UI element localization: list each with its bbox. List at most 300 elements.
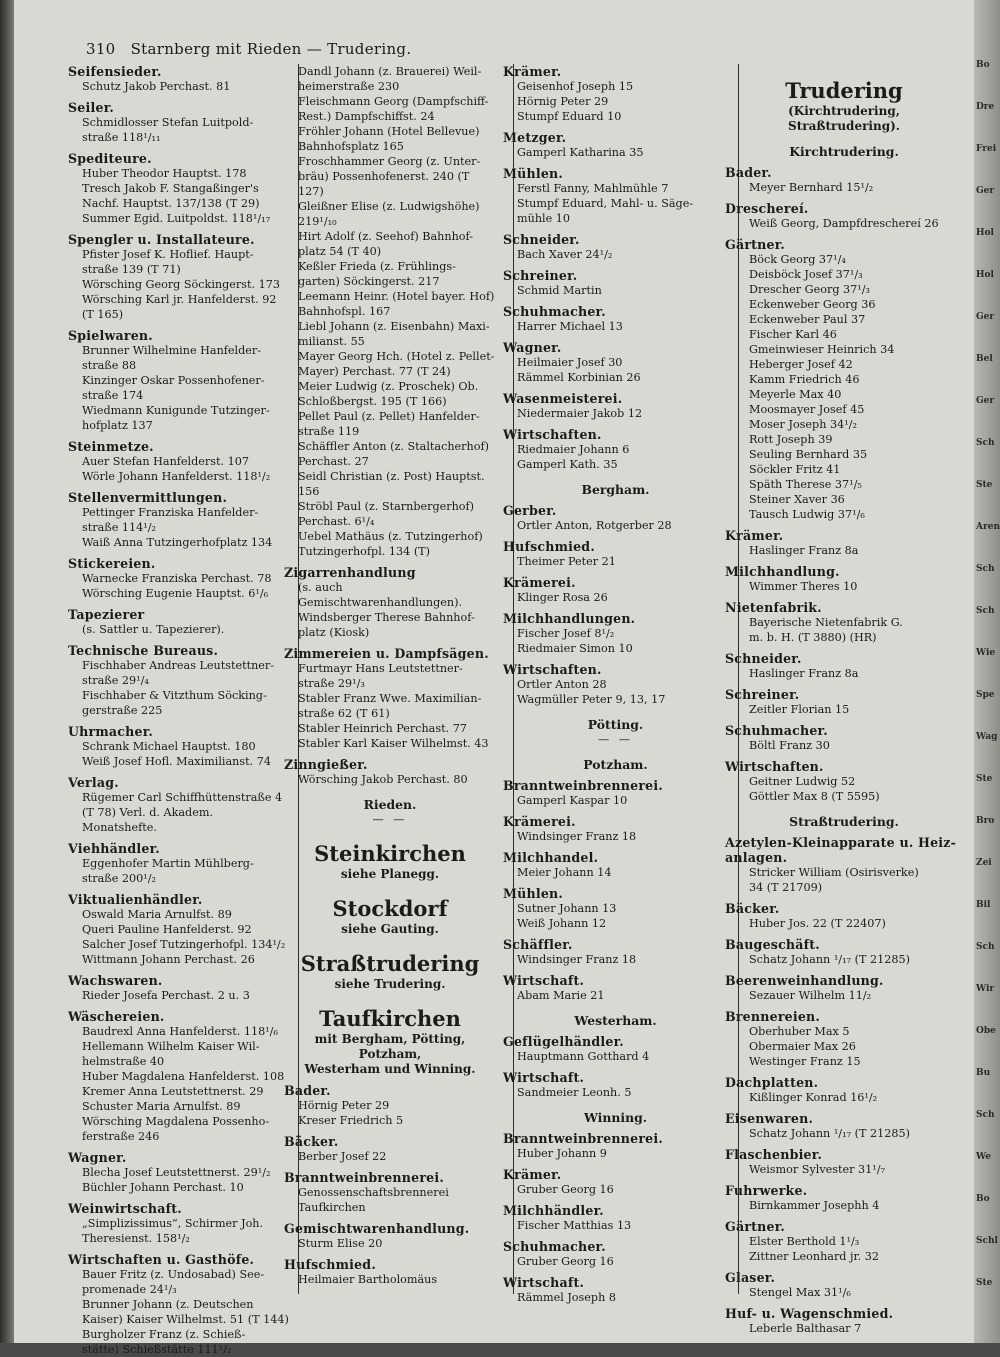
section-heading: Spielwaren. xyxy=(68,328,153,343)
directory-entry: Gmeinwieser Heinrich 34 xyxy=(749,343,895,356)
section-heading: Milchhandlung. xyxy=(725,564,840,579)
section-heading: Krämer. xyxy=(725,528,784,543)
directory-entry: Pfister Josef K. Hoflief. Haupt- xyxy=(82,248,254,261)
directory-entry: Theresienst. 158¹/₂ xyxy=(82,1232,190,1245)
directory-entry: Gamperl Kath. 35 xyxy=(517,458,618,471)
directory-entry: Wagmüller Peter 9, 13, 17 xyxy=(517,693,666,706)
directory-entry: Sezauer Wilhelm 11/₂ xyxy=(749,989,872,1002)
directory-entry: Warnecke Franziska Perchast. 78 xyxy=(82,572,272,585)
town-subheading: mit Bergham, Pötting, Potzham, xyxy=(314,1032,466,1061)
edge-text-fragment: Ste xyxy=(976,1278,993,1288)
directory-entry: Huber Johann 9 xyxy=(517,1147,607,1160)
directory-entry: Baudrexl Anna Hanfelderst. 118¹/₆ xyxy=(82,1025,278,1038)
directory-entry: Leberle Balthasar 7 xyxy=(749,1322,862,1335)
directory-entry: Böltl Franz 30 xyxy=(749,739,830,752)
section-heading: Schuhmacher. xyxy=(725,723,828,738)
directory-entry: Hörnig Peter 29 xyxy=(298,1099,390,1112)
edge-text-fragment: Frei xyxy=(976,144,997,154)
section-heading: Milchhändler. xyxy=(503,1203,604,1218)
page-running-title: Starnberg mit Rieden — Trudering. xyxy=(130,40,412,58)
section-heading: Wirtschaften. xyxy=(503,662,602,677)
district-heading: Pötting. xyxy=(587,717,644,732)
section-heading: Spengler u. Installateure. xyxy=(68,232,255,247)
directory-entry: Bayerische Nietenfabrik G. xyxy=(749,616,903,629)
directory-entry: Eggenhofer Martin Mühlberg- xyxy=(82,857,254,870)
edge-text-fragment: Spe xyxy=(976,690,995,700)
edge-text-fragment: Hol xyxy=(976,228,994,238)
directory-entry: Niedermaier Jakob 12 xyxy=(517,407,643,420)
directory-entry: Böck Georg 37¹/₄ xyxy=(749,253,846,266)
directory-entry: Theimer Peter 21 xyxy=(517,555,616,568)
directory-entry: Seidl Christian (z. Post) Hauptst. 156 xyxy=(298,470,485,498)
directory-entry: Stricker William (Osirisverke) xyxy=(749,866,919,879)
directory-entry: Queri Pauline Hanfelderst. 92 xyxy=(82,923,252,936)
directory-entry: Rämmel Joseph 8 xyxy=(517,1291,616,1304)
directory-entry: Weiß Josef Hofl. Maximilianst. 74 xyxy=(82,755,271,768)
town-subheading: siehe Gauting. xyxy=(341,922,439,936)
directory-entry: Rest.) Dampfschiffst. 24 xyxy=(298,110,435,123)
directory-entry: straße 139 (T 71) xyxy=(82,263,181,276)
edge-text-fragment: Ste xyxy=(976,480,993,490)
district-heading: Rieden. xyxy=(363,797,417,812)
section-heading: Bader. xyxy=(725,165,772,180)
directory-entry: Nachf. Hauptst. 137/138 (T 29) xyxy=(82,197,260,210)
directory-entry: Berber Josef 22 xyxy=(298,1150,387,1163)
directory-entry: Hauptmann Gotthard 4 xyxy=(517,1050,650,1063)
directory-entry: Bauer Fritz (z. Undosabad) See- xyxy=(82,1268,265,1281)
section-heading: Wasenmeisterei. xyxy=(503,391,623,406)
section-heading: Zinngießer. xyxy=(284,757,368,772)
section-heading: Branntweinbrennerei. xyxy=(284,1170,444,1185)
directory-entry: platz (Kiosk) xyxy=(298,626,370,639)
section-heading: Seiler. xyxy=(68,100,114,115)
directory-entry: (s. Sattler u. Tapezierer). xyxy=(82,623,225,636)
section-heading: Milchhandel. xyxy=(503,850,599,865)
directory-entry: Fischhaber & Vitzthum Söcking- xyxy=(82,689,267,702)
section-heading: Zimmereien u. Dampfsägen. xyxy=(284,646,489,661)
directory-entry: Huber Theodor Hauptst. 178 xyxy=(82,167,247,180)
section-heading: Metzger. xyxy=(503,130,567,145)
town-heading: Steinkirchen xyxy=(314,841,466,866)
district-heading: Westerham. xyxy=(574,1013,657,1028)
directory-entry: Burgholzer Franz (z. Schieß- xyxy=(82,1328,246,1341)
directory-entry: Haslinger Franz 8a xyxy=(749,667,859,680)
directory-entry: Schmid Martin xyxy=(517,284,602,297)
section-heading: Zigarrenhandlung xyxy=(284,565,416,580)
edge-text-fragment: Wag xyxy=(976,732,998,742)
directory-entry: Heilmaier Bartholomäus xyxy=(298,1273,438,1286)
directory-entry: Fischer Josef 8¹/₂ xyxy=(517,627,615,640)
directory-entry: Eckenweber Paul 37 xyxy=(749,313,866,326)
directory-entry: milianst. 55 xyxy=(298,335,365,348)
edge-text-fragment: Sch xyxy=(976,564,995,574)
next-page-edge xyxy=(974,0,1000,1343)
edge-text-fragment: Bel xyxy=(976,354,993,364)
directory-entry: Schatz Johann ¹/₁₇ (T 21285) xyxy=(749,953,910,966)
section-heading: Viktualienhändler. xyxy=(68,892,203,907)
edge-text-fragment: Wie xyxy=(976,648,996,658)
section-heading: Schneider. xyxy=(503,232,580,247)
directory-entry: Seuling Bernhard 35 xyxy=(749,448,868,461)
section-heading: Branntweinbrennerei. xyxy=(503,778,663,793)
directory-entry: Sandmeier Leonh. 5 xyxy=(517,1086,632,1099)
directory-entry: Stengel Max 31¹/₆ xyxy=(749,1286,851,1299)
directory-entry: hofplatz 137 xyxy=(82,419,153,432)
section-heading: anlagen. xyxy=(725,850,788,865)
directory-entry: helmstraße 40 xyxy=(82,1055,165,1068)
section-heading: Technische Bureaus. xyxy=(68,643,219,658)
section-heading: Wachswaren. xyxy=(68,973,163,988)
directory-entry: Kremer Anna Leutstettnerst. 29 xyxy=(82,1085,264,1098)
directory-entry: Fischer Karl 46 xyxy=(749,328,837,341)
directory-entry: Kißlinger Konrad 16¹/₂ xyxy=(749,1091,878,1104)
section-heading: Spediteure. xyxy=(68,151,152,166)
directory-entry: Schrank Michael Hauptst. 180 xyxy=(82,740,256,753)
directory-entry: stätte) Schießstätte 111¹/₂ xyxy=(82,1343,232,1356)
section-heading: Schneider. xyxy=(725,651,802,666)
directory-entry: Söckler Fritz 41 xyxy=(749,463,841,476)
directory-entry: straße 119 xyxy=(298,425,360,438)
edge-text-fragment: Bo xyxy=(976,60,990,70)
directory-entry: Rott Joseph 39 xyxy=(749,433,833,446)
directory-entry: Schatz Johann ¹/₁₇ (T 21285) xyxy=(749,1127,910,1140)
directory-entry: Perchast. 6¹/₄ xyxy=(298,515,375,528)
section-heading: Steinmetze. xyxy=(68,439,154,454)
edge-text-fragment: Bu xyxy=(976,1068,991,1078)
directory-entry: Birnkammer Josephh 4 xyxy=(749,1199,880,1212)
directory-entry: bräu) Possenhofenerst. 240 (T 127) xyxy=(298,170,470,198)
directory-entry: Haslinger Franz 8a xyxy=(749,544,859,557)
edge-text-fragment: Bo xyxy=(976,1194,990,1204)
directory-entry: Salcher Josef Tutzingerhofpl. 134¹/₂ xyxy=(82,938,286,951)
directory-entry: Gamperl Katharina 35 xyxy=(517,146,644,159)
section-heading: Huf- u. Wagenschmied. xyxy=(725,1306,894,1321)
directory-entry: Mayer) Perchast. 77 (T 24) xyxy=(298,365,451,378)
directory-entry: Perchast. 27 xyxy=(298,455,369,468)
town-heading: Straßtrudering xyxy=(300,951,480,976)
directory-entry: Tresch Jakob F. Stangaßinger's xyxy=(82,182,259,195)
directory-entry: (T 78) Verl. d. Akadem. Monatshefte. xyxy=(82,806,213,834)
directory-entry: Fischhaber Andreas Leutstettner- xyxy=(82,659,275,672)
section-heading: Wirtschaft. xyxy=(503,973,585,988)
section-heading: Schreiner. xyxy=(725,687,800,702)
directory-entry: Klinger Rosa 26 xyxy=(517,591,608,604)
section-heading: Wäschereien. xyxy=(68,1009,165,1024)
town-subheading: siehe Planegg. xyxy=(340,867,440,881)
section-heading: Gärtner. xyxy=(725,1219,785,1234)
edge-text-fragment: Hol xyxy=(976,270,994,280)
directory-entry: Hörnig Peter 29 xyxy=(517,95,609,108)
section-heading: Wagner. xyxy=(503,340,562,355)
directory-entry: Meier Ludwig (z. Proschek) Ob. xyxy=(298,380,479,393)
edge-text-fragment: Sch xyxy=(976,942,995,952)
section-heading: Wirtschaften. xyxy=(725,759,824,774)
directory-entry: Büchler Johann Perchast. 10 xyxy=(82,1181,244,1194)
directory-entry: platz 54 (T 40) xyxy=(298,245,382,258)
directory-entry: Wimmer Theres 10 xyxy=(749,580,858,593)
directory-entry: Abam Marie 21 xyxy=(517,989,605,1002)
directory-entry: Kamm Friedrich 46 xyxy=(749,373,860,386)
directory-entry: Harrer Michael 13 xyxy=(517,320,623,333)
directory-entry: Heberger Josef 42 xyxy=(749,358,853,371)
section-heading: Schuhmacher. xyxy=(503,1239,606,1254)
section-heading: Weinwirtschaft. xyxy=(68,1201,182,1216)
section-heading: Glaser. xyxy=(725,1270,776,1285)
directory-entry: Schutz Jakob Perchast. 81 xyxy=(82,80,231,93)
separator-dash: — — xyxy=(372,813,408,826)
directory-entry: Elster Berthold 1¹/₃ xyxy=(749,1235,860,1248)
section-heading: Hufschmied. xyxy=(503,539,595,554)
directory-entry: Rieder Josefa Perchast. 2 u. 3 xyxy=(82,989,250,1002)
directory-entry: Ortler Anton 28 xyxy=(517,678,607,691)
directory-entry: ferstraße 246 xyxy=(82,1130,160,1143)
directory-entry: gerstraße 225 xyxy=(82,704,163,717)
directory-entry: Brunner Johann (z. Deutschen xyxy=(82,1298,254,1311)
directory-entry: Schuster Maria Arnulfst. 89 xyxy=(82,1100,241,1113)
directory-entry: Brunner Wilhelmine Hanfelder- xyxy=(82,344,262,357)
directory-entry: Gruber Georg 16 xyxy=(517,1183,614,1196)
directory-entry: Uebel Mathäus (z. Tutzingerhof) xyxy=(298,530,483,543)
directory-entry: Dandl Johann (z. Brauerei) Weil- xyxy=(298,65,482,78)
column-2 xyxy=(284,64,496,1287)
directory-entry: Stumpf Eduard, Mahl- u. Säge- xyxy=(517,197,694,210)
directory-entry: straße 88 xyxy=(82,359,137,372)
edge-text-fragment: Aren xyxy=(976,522,1000,532)
column-1 xyxy=(68,64,290,1357)
directory-entry: Späth Therese 37¹/₅ xyxy=(749,478,862,491)
directory-entry: straße 118¹/₁₁ xyxy=(82,131,161,144)
edge-text-fragment: Ste xyxy=(976,774,993,784)
directory-entry: Ströbl Paul (z. Starnbergerhof) xyxy=(298,500,475,513)
directory-entry: Gleißner Elise (z. Ludwigshöhe) xyxy=(298,200,480,213)
town-heading: Taufkirchen xyxy=(319,1006,461,1031)
directory-entry: 219¹/₁₀ xyxy=(298,215,337,228)
directory-entry: Wörsching Karl jr. Hanfelderst. 92 xyxy=(82,293,277,306)
directory-entry: Fröhler Johann (Hotel Bellevue) xyxy=(298,125,480,138)
directory-entry: Geitner Ludwig 52 xyxy=(749,775,856,788)
section-heading: Tapezierer xyxy=(68,607,145,622)
district-heading: Straßtrudering. xyxy=(789,814,899,829)
section-heading: Eisenwaren. xyxy=(725,1111,814,1126)
directory-entry: straße 62 (T 61) xyxy=(298,707,390,720)
section-heading: Wirtschaft. xyxy=(503,1070,585,1085)
directory-entry: Furtmayr Hans Leutstettner- xyxy=(298,662,463,675)
section-heading: Wirtschaften. xyxy=(503,427,602,442)
district-heading: Winning. xyxy=(583,1110,648,1125)
edge-text-fragment: Sch xyxy=(976,1110,995,1120)
section-heading: Krämerei. xyxy=(503,814,576,829)
edge-text-fragment: Ger xyxy=(976,186,995,196)
section-heading: Wirtschaften u. Gasthöfe. xyxy=(68,1252,255,1267)
directory-entry: Hellemann Wilhelm Kaiser Wil- xyxy=(82,1040,260,1053)
section-heading: Geflügelhändler. xyxy=(503,1034,624,1049)
directory-entry: Taufkirchen xyxy=(298,1201,366,1214)
section-heading: Baugeschäft. xyxy=(725,937,820,952)
section-heading: Wagner. xyxy=(68,1150,127,1165)
directory-entry: Summer Egid. Luitpoldst. 118¹/₁₇ xyxy=(82,212,271,225)
directory-entry: Huber Magdalena Hanfelderst. 108 xyxy=(82,1070,285,1083)
section-heading: Uhrmacher. xyxy=(68,724,153,739)
directory-entry: Pellet Paul (z. Pellet) Hanfelder- xyxy=(298,410,480,423)
directory-entry: Huber Jos. 22 (T 22407) xyxy=(749,917,886,930)
directory-entry: straße 29¹/₄ xyxy=(82,674,149,687)
town-subheading: (Kirchtrudering, xyxy=(788,104,900,118)
directory-entry: Tutzingerhofpl. 134 (T) xyxy=(298,545,431,558)
directory-entry: 34 (T 21709) xyxy=(749,881,823,894)
section-heading: Schreiner. xyxy=(503,268,578,283)
section-heading: Gemischtwarenhandlung. xyxy=(284,1221,470,1236)
directory-entry: straße 174 xyxy=(82,389,144,402)
directory-entry: Stabler Karl Kaiser Wilhelmst. 43 xyxy=(298,737,489,750)
directory-entry: Westinger Franz 15 xyxy=(749,1055,861,1068)
directory-entry: Pettinger Franziska Hanfelder- xyxy=(82,506,259,519)
directory-entry: Meyer Bernhard 15¹/₂ xyxy=(749,181,874,194)
directory-entry: Stabler Heinrich Perchast. 77 xyxy=(298,722,467,735)
section-heading: Stickereien. xyxy=(68,556,156,571)
section-heading: Krämerei. xyxy=(503,575,576,590)
directory-entry: straße 200¹/₂ xyxy=(82,872,156,885)
directory-entry: Geisenhof Joseph 15 xyxy=(517,80,634,93)
directory-entry: Weiß Johann 12 xyxy=(517,917,607,930)
section-heading: Dreschereí. xyxy=(725,201,809,216)
section-heading: Nietenfabrik. xyxy=(725,600,822,615)
edge-text-fragment: Obe xyxy=(976,1026,996,1036)
edge-text-fragment: Zei xyxy=(976,858,992,868)
directory-entry: Steiner Xaver 36 xyxy=(749,493,845,506)
section-heading: Seifensieder. xyxy=(68,64,162,79)
directory-entry: Oswald Maria Arnulfst. 89 xyxy=(82,908,232,921)
town-subheading: siehe Trudering. xyxy=(334,977,446,991)
directory-entry: mühle 10 xyxy=(517,212,571,225)
district-heading: Kirchtrudering. xyxy=(789,144,899,159)
directory-entry: Schäffler Anton (z. Staltacherhof) xyxy=(298,440,489,453)
directory-entry: Sturm Elise 20 xyxy=(298,1237,383,1250)
directory-entry: Ortler Anton, Rotgerber 28 xyxy=(517,519,672,532)
town-heading: Trudering xyxy=(785,78,903,103)
directory-entry: (T 165) xyxy=(82,308,124,321)
section-heading: Bäcker. xyxy=(725,901,780,916)
directory-entry: Kaiser) Kaiser Wilhelmst. 51 (T 144) xyxy=(82,1313,289,1326)
directory-entry: Blecha Josef Leutstettnerst. 29¹/₂ xyxy=(82,1166,271,1179)
edge-text-fragment: Dre xyxy=(976,102,995,112)
section-heading: Schuhmacher. xyxy=(503,304,606,319)
section-heading: Brennereien. xyxy=(725,1009,821,1024)
section-heading: Schäffler. xyxy=(503,937,573,952)
section-heading: Bader. xyxy=(284,1083,331,1098)
directory-entry: Wörle Johann Hanfelderst. 118¹/₂ xyxy=(82,470,271,483)
section-heading: Mühlen. xyxy=(503,166,563,181)
section-heading: Branntweinbrennerei. xyxy=(503,1131,663,1146)
section-heading: Dachplatten. xyxy=(725,1075,819,1090)
section-heading: Krämer. xyxy=(503,64,562,79)
directory-entry: Meier Johann 14 xyxy=(517,866,612,879)
page-header xyxy=(86,40,411,58)
directory-entry: straße 114¹/₂ xyxy=(82,521,156,534)
directory-entry: Leemann Heinr. (Hotel bayer. Hof) xyxy=(298,290,495,303)
directory-entry: Mayer Georg Hch. (Hotel z. Pellet- xyxy=(298,350,495,363)
section-heading: Flaschenbier. xyxy=(725,1147,823,1162)
directory-entry: Kinzinger Oskar Possenhofener- xyxy=(82,374,265,387)
section-heading: Stellenvermittlungen. xyxy=(68,490,228,505)
directory-entry: Moser Joseph 34¹/₂ xyxy=(749,418,857,431)
directory-entry: Weiß Georg, Dampfdreschereí 26 xyxy=(749,217,939,230)
directory-entry: Waiß Anna Tutzingerhofplatz 134 xyxy=(82,536,273,549)
directory-entry: Sutner Johann 13 xyxy=(517,902,617,915)
section-heading: Azetylen-Kleinapparate u. Heiz- xyxy=(725,835,957,850)
directory-entry: Schmidlosser Stefan Luitpold- xyxy=(82,116,254,129)
directory-entry: „Simplizissimus“, Schirmer Joh. xyxy=(82,1217,264,1230)
directory-entry: Riedmaier Simon 10 xyxy=(517,642,633,655)
directory-entry: Zittner Leonhard jr. 32 xyxy=(749,1250,879,1263)
directory-entry: garten) Söckingerst. 217 xyxy=(298,275,440,288)
directory-entry: Fischer Matthias 13 xyxy=(517,1219,632,1232)
edge-text-fragment: Schl xyxy=(976,1236,998,1246)
section-heading: Beerenweinhandlung. xyxy=(725,973,884,988)
directory-entry: Weismor Sylvester 31¹/₇ xyxy=(749,1163,886,1176)
town-subheading: Straßtrudering). xyxy=(788,119,900,133)
section-heading: Verlag. xyxy=(68,775,119,790)
directory-entry: Wörsching Eugenie Hauptst. 6¹/₆ xyxy=(82,587,269,600)
directory-entry: Keßler Frieda (z. Frühlings- xyxy=(298,260,456,273)
directory-entry: Kreser Friedrich 5 xyxy=(298,1114,404,1127)
column-3 xyxy=(503,64,728,1305)
directory-entry: Riedmaier Johann 6 xyxy=(517,443,630,456)
directory-entry: Ferstl Fanny, Mahlmühle 7 xyxy=(517,182,669,195)
section-heading: Bäcker. xyxy=(284,1134,339,1149)
directory-entry: Wittmann Johann Perchast. 26 xyxy=(82,953,255,966)
section-heading: Wirtschaft. xyxy=(503,1275,585,1290)
edge-text-fragment: Sch xyxy=(976,438,995,448)
town-heading: Stockdorf xyxy=(332,896,448,921)
directory-entry: Wiedmann Kunigunde Tutzinger- xyxy=(82,404,270,417)
directory-entry: Liebl Johann (z. Eisenbahn) Maxi- xyxy=(298,320,490,333)
edge-text-fragment: Ger xyxy=(976,312,995,322)
edge-text-fragment: Bro xyxy=(976,816,995,826)
directory-entry: Gruber Georg 16 xyxy=(517,1255,614,1268)
directory-entry: Heilmaier Josef 30 xyxy=(517,356,623,369)
directory-entry: Rügemer Carl Schiffhüttenstraße 4 xyxy=(82,791,283,804)
edge-text-fragment: We xyxy=(976,1152,992,1162)
edge-text-fragment: Ger xyxy=(976,396,995,406)
directory-entry: Hirt Adolf (z. Seehof) Bahnhof- xyxy=(298,230,474,243)
directory-entry: Deisböck Josef 37¹/₃ xyxy=(749,268,863,281)
directory-entry: Schloßbergst. 195 (T 166) xyxy=(298,395,447,408)
directory-entry: Stumpf Eduard 10 xyxy=(517,110,622,123)
directory-entry: (s. auch Gemischtwarenhandlungen). xyxy=(298,581,463,609)
directory-entry: Moosmayer Josef 45 xyxy=(749,403,865,416)
district-heading: Bergham. xyxy=(581,482,650,497)
directory-entry: Zeitler Florian 15 xyxy=(749,703,850,716)
directory-entry: Bach Xaver 24¹/₂ xyxy=(517,248,613,261)
section-heading: Viehhändler. xyxy=(68,841,160,856)
directory-entry: Göttler Max 8 (T 5595) xyxy=(749,790,880,803)
directory-entry: Windsinger Franz 18 xyxy=(517,953,637,966)
section-heading: Mühlen. xyxy=(503,886,563,901)
section-heading: Milchhandlungen. xyxy=(503,611,636,626)
edge-text-fragment: Bil xyxy=(976,900,991,910)
section-heading: Gärtner. xyxy=(725,237,785,252)
directory-entry: Wörsching Magdalena Possenho- xyxy=(82,1115,270,1128)
section-heading: Gerber. xyxy=(503,503,557,518)
directory-entry: Windsinger Franz 18 xyxy=(517,830,637,843)
directory-entry: Obermaier Max 26 xyxy=(749,1040,856,1053)
directory-entry: Tausch Ludwig 37¹/₆ xyxy=(749,508,865,521)
directory-entry: heimerstraße 230 xyxy=(298,80,400,93)
page-number: 310 xyxy=(86,40,116,58)
directory-entry: Bahnhofsplatz 165 xyxy=(298,140,404,153)
directory-entry: straße 29¹/₃ xyxy=(298,677,365,690)
directory-entry: Fleischmann Georg (Dampfschiff- xyxy=(298,95,489,108)
